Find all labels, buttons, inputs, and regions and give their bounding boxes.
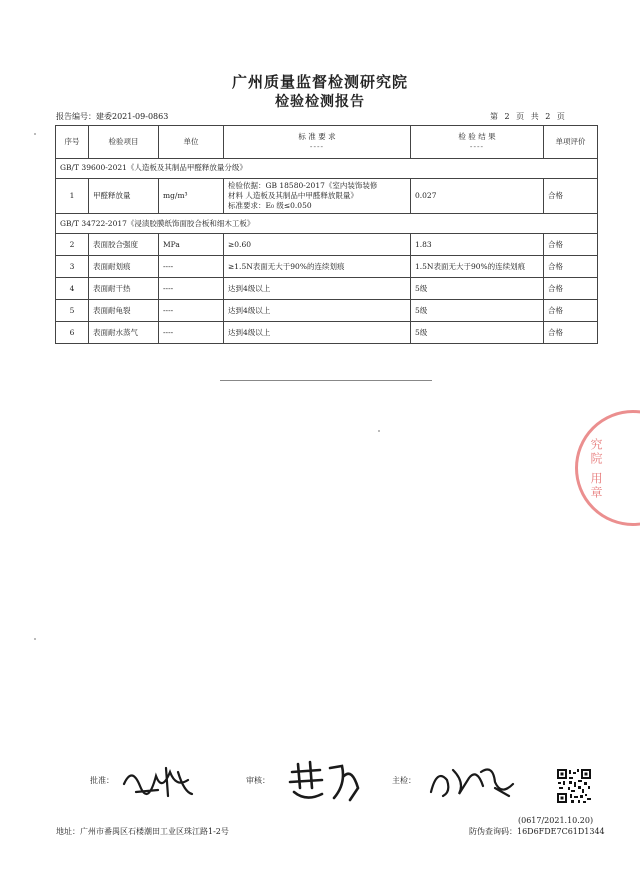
table-header-row [56, 126, 598, 159]
cell-evaluation: 合格 [544, 300, 598, 322]
scan-speck [34, 638, 36, 640]
anti-fake-code: 防伪查询码：16D6FDE7C61D1344 [469, 827, 605, 836]
col-result-label: 检 验 结 果 [458, 131, 496, 141]
report-date-code: (0617/2021.10.20) [518, 816, 594, 825]
cell-unit: ---- [159, 256, 224, 278]
col-result [411, 126, 544, 159]
cell-unit: ---- [159, 300, 224, 322]
cell-requirement: ≥1.5N表面无大于90%的连续划痕 [224, 256, 411, 278]
cell-seq: 2 [56, 234, 89, 256]
scan-speck [378, 430, 380, 432]
cell-result: 5级 [411, 322, 544, 344]
table-row [56, 256, 598, 278]
col-seq: 序号 [56, 126, 89, 159]
table-row [56, 234, 598, 256]
requirement-line: 标准要求：E₀ 级≤0.050 [228, 201, 312, 211]
qr-code-image [556, 768, 592, 804]
cell-seq: 3 [56, 256, 89, 278]
cell-result: 5级 [411, 300, 544, 322]
cell-evaluation: 合格 [544, 234, 598, 256]
report-title: 检验检测报告 [275, 94, 365, 110]
standard-row [56, 159, 598, 179]
qr-code [556, 768, 592, 804]
examiner-signature [425, 762, 520, 806]
table-row [56, 278, 598, 300]
cell-requirement: 达到4级以上 [224, 322, 411, 344]
cell-evaluation: 合格 [544, 256, 598, 278]
cell-result: 1.5N表面无大于90%的连续划痕 [411, 256, 544, 278]
cell-item: 表面耐龟裂 [89, 300, 159, 322]
cell-seq: 4 [56, 278, 89, 300]
cell-unit: ---- [159, 278, 224, 300]
requirement-line: 材料 人造板及其制品中甲醛释放限量》 [228, 191, 358, 201]
approve-signature [118, 762, 198, 806]
cell-result: 0.027 [411, 179, 544, 214]
seal-text-label: 究院 用章 [589, 438, 603, 500]
cell-item: 甲醛释放量 [89, 179, 159, 214]
standard-row [56, 214, 598, 234]
col-unit: 单位 [159, 126, 224, 159]
standard-title: GB/T 39600-2021《人造板及其制品甲醛释放量分级》 [56, 159, 598, 179]
cell-unit: mg/m³ [159, 179, 224, 214]
report-number: 报告编号：建委2021-09-0863 [56, 112, 169, 121]
cell-requirement [224, 179, 411, 214]
address: 地址：广州市番禺区石楼潮田工业区珠江路1-2号 [56, 827, 229, 836]
official-seal [575, 410, 640, 526]
cell-item: 表面胶合强度 [89, 234, 159, 256]
col-item: 检验项目 [89, 126, 159, 159]
table-row [56, 179, 598, 214]
cell-seq: 6 [56, 322, 89, 344]
scan-speck [34, 133, 36, 135]
review-label: 审核： [246, 776, 270, 785]
cell-unit: ---- [159, 322, 224, 344]
cell-requirement: 达到4级以上 [224, 278, 411, 300]
cell-item: 表面耐水蒸气 [89, 322, 159, 344]
approve-signature-image [118, 762, 198, 802]
approve-label: 批准： [90, 776, 114, 785]
examiner-label: 主检： [392, 776, 416, 785]
table-row [56, 322, 598, 344]
review-signature [286, 758, 366, 812]
col-result-sub: ---- [469, 142, 485, 151]
examiner-signature-image [425, 762, 520, 802]
col-evaluation: 单项评价 [544, 126, 598, 159]
col-requirement-sub: ---- [309, 142, 325, 151]
cell-result: 5级 [411, 278, 544, 300]
cell-result: 1.83 [411, 234, 544, 256]
requirement-line: 检验依据：GB 18580-2017《室内装饰装修 [228, 181, 378, 190]
seal-text [588, 438, 605, 500]
cell-seq: 5 [56, 300, 89, 322]
page-indicator: 第 2 页 共 2 页 [490, 112, 567, 121]
table-row [56, 300, 598, 322]
cell-item: 表面耐干热 [89, 278, 159, 300]
results-table [55, 125, 598, 344]
review-signature-image [286, 758, 366, 808]
cell-item: 表面耐划痕 [89, 256, 159, 278]
end-divider [220, 380, 432, 381]
cell-evaluation: 合格 [544, 322, 598, 344]
institute-name: 广州质量监督检测研究院 [231, 73, 408, 91]
cell-evaluation: 合格 [544, 179, 598, 214]
cell-requirement: ≥0.60 [224, 234, 411, 256]
standard-title: GB/T 34722-2017《浸渍胶膜纸饰面胶合板和细木工板》 [56, 214, 598, 234]
col-requirement [224, 126, 411, 159]
cell-unit: MPa [159, 234, 224, 256]
cell-requirement: 达到4级以上 [224, 300, 411, 322]
cell-evaluation: 合格 [544, 278, 598, 300]
cell-seq: 1 [56, 179, 89, 214]
col-requirement-label: 标 准 要 求 [298, 131, 336, 141]
